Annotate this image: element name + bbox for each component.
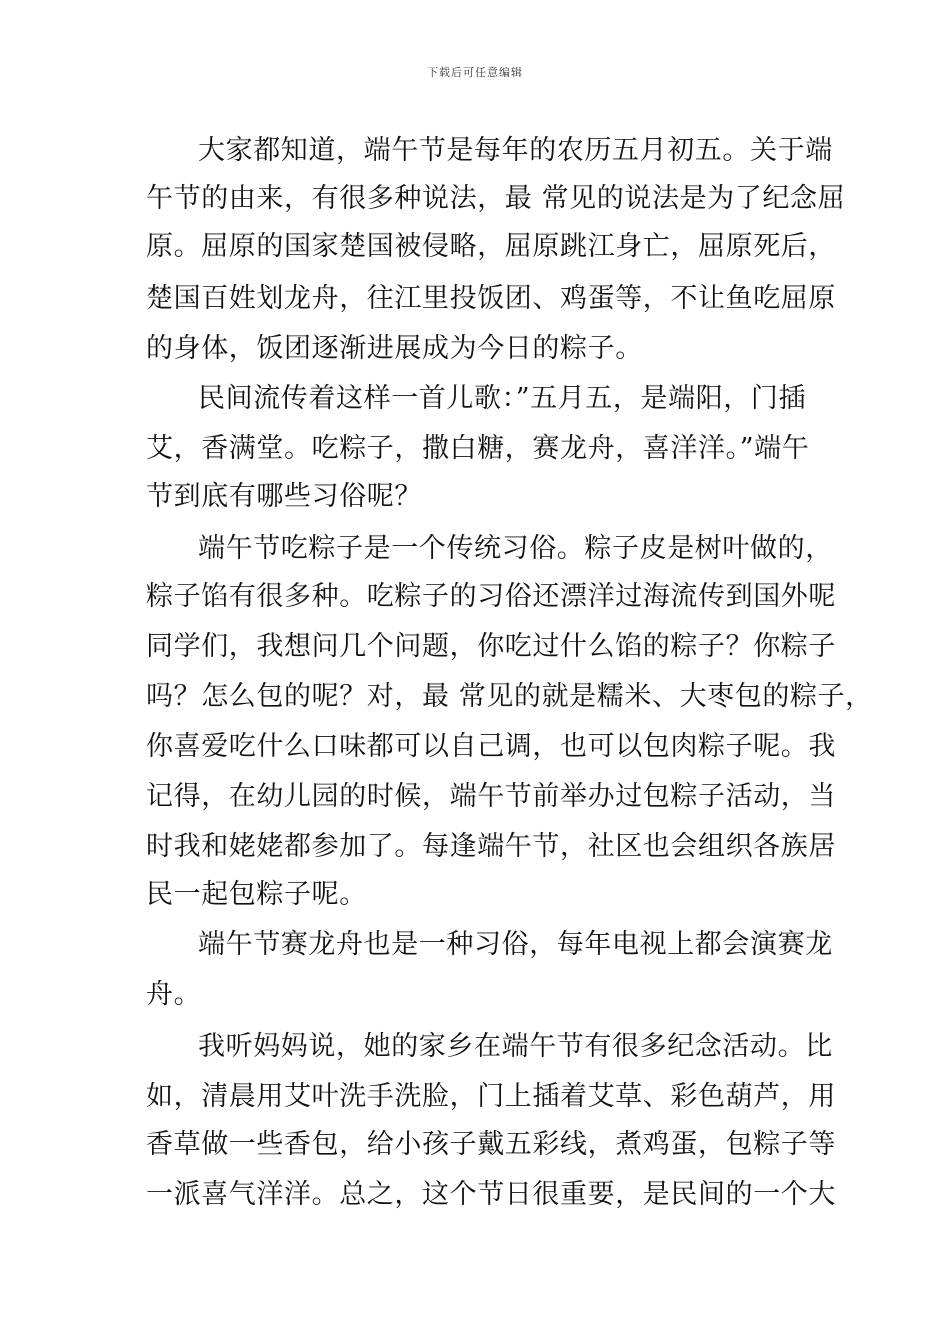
page-header: 下载后可任意编辑	[427, 66, 523, 79]
text-line: 民间流传着这样一首儿歌：”五月五，是端阳，门插	[198, 383, 807, 414]
text-line: 端午节赛龙舟也是一种习俗，每年电视上都会演赛龙	[198, 929, 833, 960]
text-line: 午节的由来，有很多种说法，最 常见的说法是为了纪念屈	[146, 183, 846, 214]
text-line: 如，清晨用艾叶洗手洗脸，门上插着艾草、彩色葫芦，用	[146, 1081, 836, 1112]
text-line: 粽子馅有很多种。吃粽子的习俗还漂洋过海流传到国外呢	[146, 581, 836, 612]
text-line: 时我和姥姥都参加了。每逢端午节，社区也会组织各族居	[146, 831, 836, 862]
text-line: 香草做一些香包，给小孩子戴五彩线，煮鸡蛋，包粽子等	[146, 1129, 836, 1160]
text-line: 楚国百姓划龙舟，往江里投饭团、鸡蛋等，不让鱼吃屈原	[146, 283, 836, 314]
text-line: 你喜爱吃什么口味都可以自己调，也可以包肉粽子呢。我	[146, 731, 836, 762]
text-line: 艾，香满堂。吃粽子，撒白糖，赛龙舟，喜洋洋。”端午	[146, 433, 810, 464]
text-line: 原。屈原的国家楚国被侵略，屈原跳江身亡，屈原死后，	[146, 231, 836, 262]
text-line: 一派喜气洋洋。总之，这个节日很重要，是民间的一个大	[146, 1179, 836, 1210]
text-line: 大家都知道，端午节是每年的农历五月初五。关于端	[198, 135, 833, 166]
text-line: 同学们，我想问几个问题，你吃过什么馅的粽子？你粽子	[146, 631, 836, 662]
text-line: 记得，在幼儿园的时候，端午节前举办过包粽子活动，当	[146, 781, 836, 812]
text-line: 民一起包粽子呢。	[146, 879, 367, 910]
text-line: 吗？怎么包的呢？对，最 常见的就是糯米、大枣包的粽子，	[146, 681, 873, 712]
text-line: 端午节吃粽子是一个传统习俗。粽子皮是树叶做的，	[198, 533, 833, 564]
text-line: 舟。	[146, 979, 202, 1010]
text-line: 我听妈妈说，她的家乡在端午节有很多纪念活动。比	[198, 1031, 833, 1062]
text-line: 的身体，饭团逐渐进展成为今日的粽子。	[146, 333, 643, 364]
text-line: 节到底有哪些习俗呢？	[146, 481, 422, 512]
